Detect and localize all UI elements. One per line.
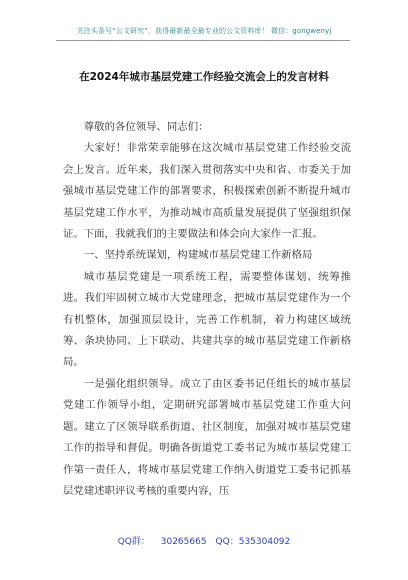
footer-contact: QQ群： 30265665 QQ：535304092 (117, 537, 291, 547)
section-heading: 一、坚持系统谋划，构建城市基层党建工作新格局 (83, 249, 313, 262)
body-paragraph: 城市基层党建是一项系统工程，需要整体谋划、统筹推进。我们牢固树立城市大党建理念，把城市基层党建作为一个有机整体，加强顶层设计，完善工作机制，着力构建区域统筹、条块协同、上下联动、共建共享的城市基层党建工作新格局。 (63, 270, 351, 369)
header-divider (56, 40, 350, 41)
document-body (63, 117, 351, 502)
document-title: 在2024年城市基层党建工作经验交流会上的发言材料 (79, 71, 329, 83)
body-paragraph: 大家好！非常荣幸能够在这次城市基层党建工作经验交流会上发言。近年来，我们深入贯彻落实中央和省、市委关于加强城市基层党建工作的部署要求，积极探索创新不断提升城市基层党建工作水平，为推动城市高质量发展提供了坚强组织保证。下面，我就我们的主要做法和体会向大家作一汇报。 (63, 142, 351, 241)
salutation-paragraph: 尊敬的各位领导、同志们： (83, 121, 209, 133)
body-paragraph: 一是强化组织领导。成立了由区委书记任组长的城市基层党建工作领导小组，定期研究部署城市基层党建工作重大问题。建立了区领导联系街道、社区制度，加强对城市基层党建工作的指导和督促。明确各街道党工委书记为城市基层党建工作第一责任人，将城市基层党建工作纳入街道党工委书记抓基层党建述职评议考核的重要内容，压 (63, 377, 351, 497)
header-note: 关注头条号“公文研究”，获得最新最全最专业的公文资料库！ 微信：gongwenyj (76, 27, 332, 35)
